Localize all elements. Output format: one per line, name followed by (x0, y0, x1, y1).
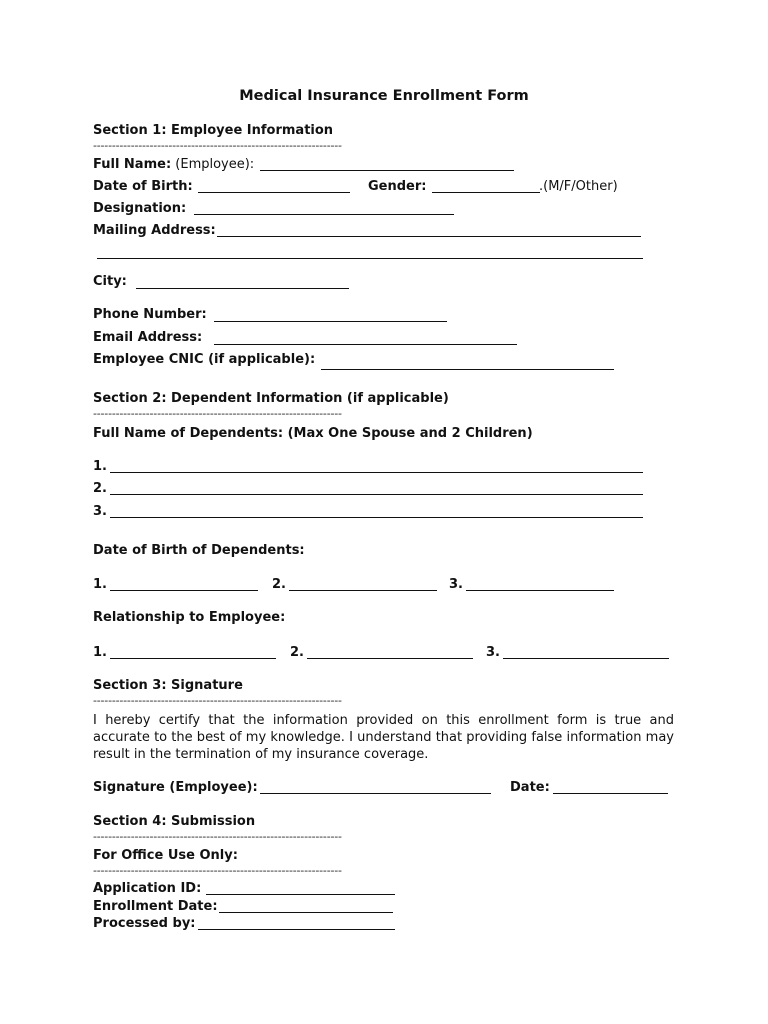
signature-blank[interactable] (260, 793, 491, 794)
dependent-dob-2-number: 2. (272, 577, 286, 592)
city-label: City: (93, 274, 127, 289)
mailing-address-label: Mailing Address: (93, 223, 216, 238)
dependent-dob-1-blank[interactable] (110, 590, 258, 591)
section4-heading: Section 4: Submission (93, 814, 256, 829)
signature-date-blank[interactable] (553, 793, 668, 794)
dob-label: Date of Birth: (93, 179, 193, 194)
section3-divider: ------------------------------------------------------------------ (93, 694, 342, 707)
relationship-3-blank[interactable] (503, 658, 669, 659)
designation-label: Designation: (93, 201, 187, 216)
relationship-2-blank[interactable] (307, 658, 473, 659)
relationship-3-number: 3. (486, 645, 500, 660)
email-blank[interactable] (214, 344, 517, 345)
cnic-label: Employee CNIC (if applicable): (93, 352, 316, 367)
dependent-3-name-blank[interactable] (110, 517, 643, 518)
form-title: Medical Insurance Enrollment Form (239, 88, 529, 104)
relationship-1-blank[interactable] (110, 658, 276, 659)
enrollment-date-label: Enrollment Date: (93, 899, 218, 914)
dependent-dob-2-blank[interactable] (289, 590, 437, 591)
section3-heading: Section 3: Signature (93, 678, 243, 693)
relationship-2-number: 2. (290, 645, 304, 660)
signature-date-label: Date: (510, 780, 550, 795)
full-name-field (93, 157, 254, 173)
dependent-dob-3-number: 3. (449, 577, 463, 592)
gender-blank[interactable] (432, 192, 540, 193)
dependent-dob-1-number: 1. (93, 577, 107, 592)
signature-label: Signature (Employee): (93, 780, 258, 795)
dob-blank[interactable] (198, 192, 350, 193)
full-name-blank[interactable] (260, 170, 514, 171)
application-id-blank[interactable] (206, 894, 395, 895)
dependents-dob-label: Date of Birth of Dependents: (93, 543, 305, 558)
enrollment-date-blank[interactable] (219, 912, 393, 913)
office-use-divider: ------------------------------------------------------------------ (93, 864, 342, 877)
application-id-label: Application ID: (93, 881, 202, 896)
relationship-1-number: 1. (93, 645, 107, 660)
dependent-1-name-blank[interactable] (110, 472, 643, 473)
dependent-3-number: 3. (93, 504, 107, 519)
section2-heading: Section 2: Dependent Information (if applicable) (93, 391, 449, 406)
mailing-address-blank-2[interactable] (97, 258, 643, 259)
section2-divider: ------------------------------------------------------------------ (93, 407, 342, 420)
office-use-label: For Office Use Only: (93, 848, 238, 863)
dependents-names-label: Full Name of Dependents: (Max One Spouse and 2 Children) (93, 426, 533, 441)
dependent-2-number: 2. (93, 481, 107, 496)
gender-label: Gender: (368, 179, 427, 194)
section1-divider: ------------------------------------------------------------------ (93, 139, 342, 152)
dependent-2-name-blank[interactable] (110, 494, 643, 495)
section4-divider: ------------------------------------------------------------------ (93, 830, 342, 843)
city-blank[interactable] (136, 288, 349, 289)
certification-text: I hereby certify that the information provided on this enrollment form is true and accurate to the best of my knowledge. I understand that providing false information may result in the termination of my insurance coverage. (93, 713, 674, 762)
gender-options: .(M/F/Other) (539, 179, 618, 194)
dependent-dob-3-blank[interactable] (466, 590, 614, 591)
dependent-1-number: 1. (93, 459, 107, 474)
processed-by-blank[interactable] (198, 929, 395, 930)
section1-heading: Section 1: Employee Information (93, 123, 334, 138)
processed-by-label: Processed by: (93, 916, 196, 931)
phone-label: Phone Number: (93, 307, 207, 322)
email-label: Email Address: (93, 330, 203, 345)
cnic-blank[interactable] (321, 369, 614, 370)
designation-blank[interactable] (194, 214, 454, 215)
full-name-hint: (Employee): (175, 157, 255, 172)
full-name-label: Full Name: (93, 157, 172, 172)
mailing-address-blank[interactable] (217, 236, 641, 237)
relationship-label: Relationship to Employee: (93, 610, 286, 625)
phone-blank[interactable] (214, 321, 447, 322)
